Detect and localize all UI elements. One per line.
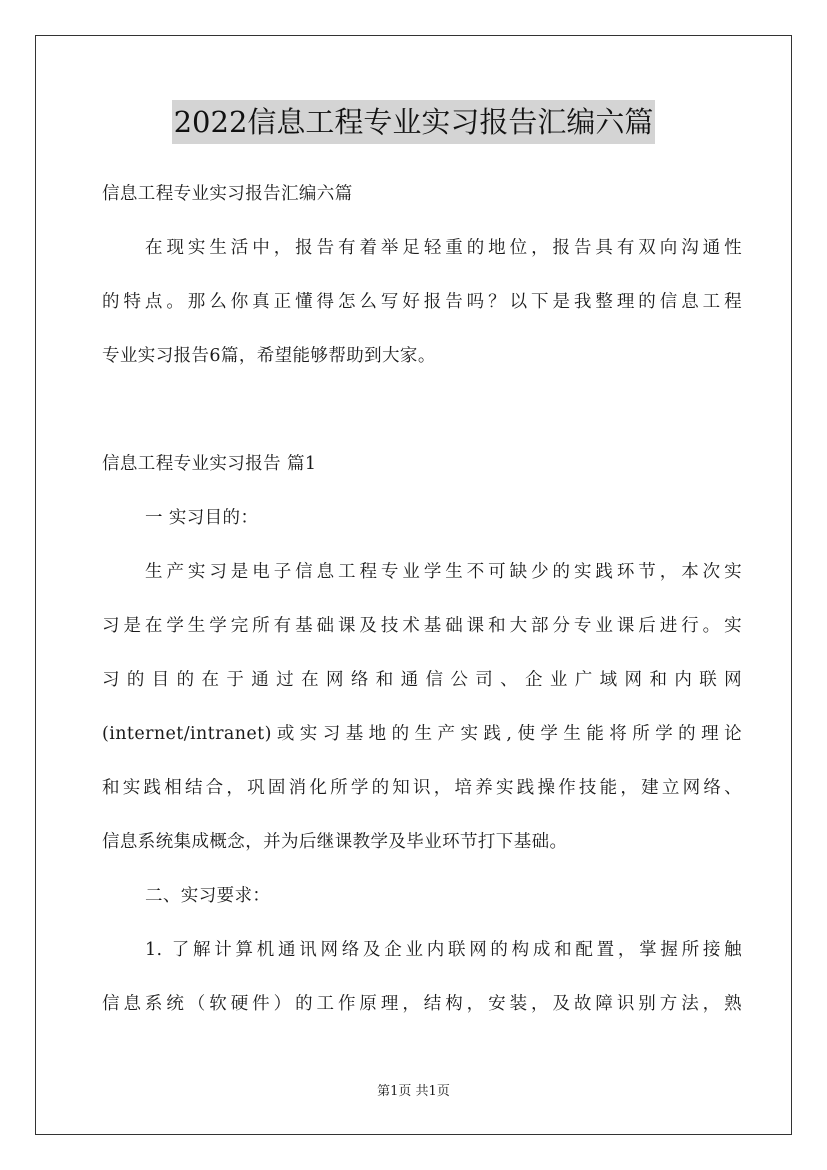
paragraph-line: (internet/intranet)或实习基地的生产实践,使学生能将所学的理论 — [102, 724, 742, 744]
paragraph-line: 生产实习是电子信息工程专业学生不可缺少的实践环节，本次实 — [145, 562, 742, 582]
document-title: 2022信息工程专业实习报告汇编六篇 — [172, 100, 656, 144]
paragraph-line: 习的目的在于通过在网络和通信公司、企业广域网和内联网 — [102, 670, 742, 690]
paragraph-line: 习是在学生学完所有基础课及技术基础课和大部分专业课后进行。实 — [102, 616, 742, 636]
paragraph-line: 的特点。那么你真正懂得怎么写好报告吗？以下是我整理的信息工程 — [102, 292, 742, 312]
section-heading: 信息工程专业实习报告 篇1 — [102, 454, 317, 474]
subtitle-line: 信息工程专业实习报告汇编六篇 — [102, 184, 353, 204]
paragraph-line: 信息系统（软硬件）的工作原理，结构，安装，及故障识别方法，熟 — [102, 994, 742, 1014]
title-container — [0, 100, 827, 144]
paragraph-line: 专业实习报告6篇，希望能够帮助到大家。 — [102, 346, 436, 366]
paragraph-line: 1. 了解计算机通讯网络及企业内联网的构成和配置，掌握所接触 — [145, 940, 742, 960]
subheading-line: 二、实习要求： — [145, 886, 271, 906]
subheading-line: 一 实习目的： — [145, 508, 259, 528]
paragraph-line: 在现实生活中，报告有着举足轻重的地位，报告具有双向沟通性 — [145, 238, 742, 258]
paragraph-line: 信息系统集成概念，并为后继课教学及毕业环节打下基础。 — [102, 832, 568, 852]
paragraph-line: 和实践相结合，巩固消化所学的知识，培养实践操作技能，建立网络、 — [102, 778, 742, 798]
page-footer: 第1页 共1页 — [377, 1084, 450, 1099]
